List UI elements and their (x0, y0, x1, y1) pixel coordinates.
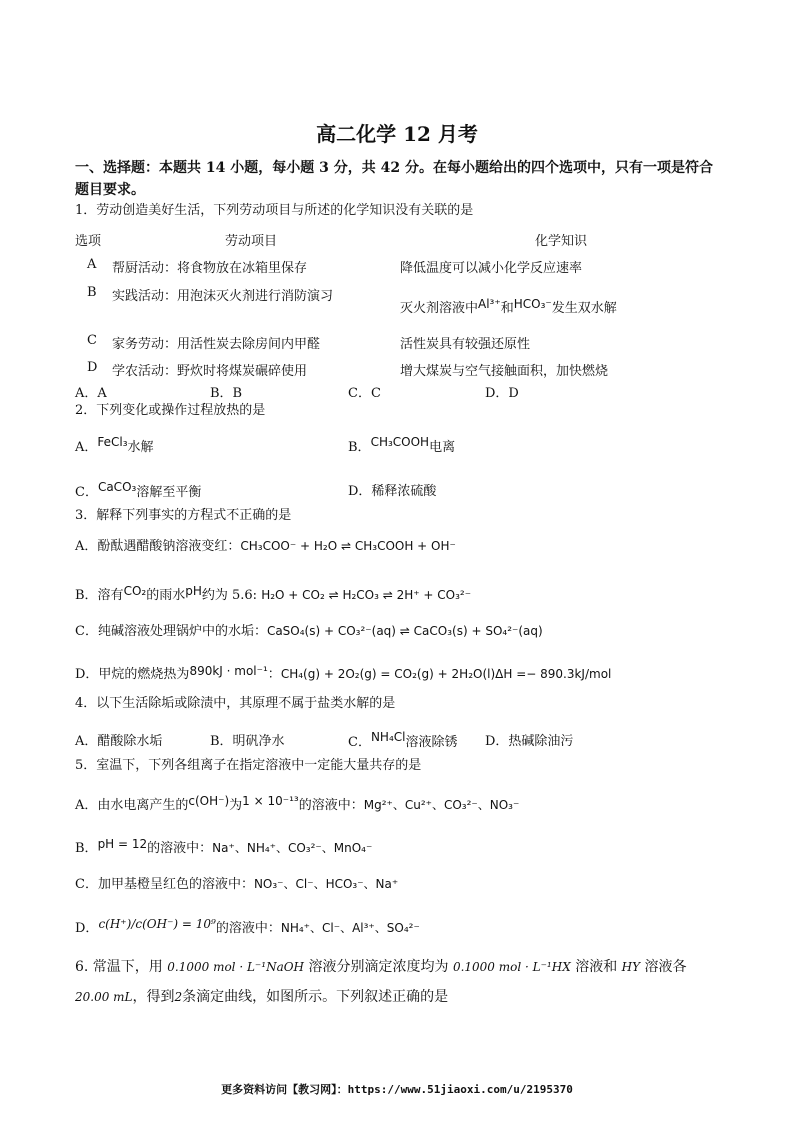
option-a: A．酚酞遇醋酸钠溶液变红：CH₃COO⁻ + H₂O ⇌ CH₃COOH + OH⁻ (75, 539, 456, 554)
question-4-stem: 4．以下生活除垢或除渍中，其原理不属于盐类水解的是 (75, 696, 396, 711)
row-label: B (87, 285, 97, 300)
option-a: A．醋酸除水垢 (75, 734, 163, 749)
q2-options-row1 (75, 435, 725, 453)
page-title: 高二化学 12 月考 (316, 122, 478, 146)
row-knowledge: 灭火剂溶液中Al³⁺和HCO₃⁻发生双水解 (400, 297, 617, 316)
option-d: D．c(H⁺)/c(OH⁻) = 10⁹的溶液中：NH₄⁺、Cl⁻、Al³⁺、SO₄²⁻ (75, 917, 420, 936)
table-row (75, 360, 725, 378)
option-c: C．CaCO₃溶解至平衡 (75, 480, 202, 500)
q1-options (75, 382, 725, 400)
option-b: B．B (210, 386, 243, 401)
question-1-stem: 1．劳动创造美好生活，下列劳动项目与所述的化学知识没有关联的是 (75, 203, 474, 218)
bicarbonate-ion: HCO₃⁻ (513, 297, 552, 311)
header-option: 选项 (75, 234, 102, 249)
option-a: A．FeCl₃水解 (75, 435, 154, 455)
equation: H₂O + CO₂ ⇌ H₂CO₃ ⇌ 2H⁺ + CO₃²⁻ (261, 588, 472, 602)
table-row-continued (75, 297, 725, 315)
row-knowledge: 降低温度可以减小化学反应速率 (400, 261, 583, 276)
q4-options (75, 730, 725, 748)
option-b: B．CH₃COOH电离 (348, 435, 456, 455)
aluminum-ion: Al³⁺ (478, 297, 501, 311)
option-b: B．明矾净水 (210, 734, 285, 749)
option-d: D．甲烷的燃烧热为890kJ · mol⁻¹：CH₄(g) + 2O₂(g) = CO₂(g) + 2H₂O(l)ΔH =− 890.3kJ/mol (75, 664, 612, 682)
option-c: C．NH₄Cl溶液除锈 (348, 730, 458, 750)
row-label: A (87, 257, 97, 272)
question-2-stem: 2．下列变化或操作过程放热的是 (75, 403, 266, 418)
table-row (75, 257, 725, 275)
option-d: D．热碱除油污 (485, 734, 574, 749)
option-c: C．加甲基橙呈红色的溶液中：NO₃⁻、Cl⁻、HCO₃⁻、Na⁺ (75, 877, 399, 892)
row-project: 实践活动：用泡沫灭火剂进行消防演习 (112, 289, 334, 304)
question-6-stem: 6. 常温下，用 0.1000 mol · L⁻¹NaOH 溶液分别滴定浓度均为 0.1000 mol · L⁻¹HX 溶液和 HY 溶液各 20.00 mL，得到2条滴定曲线，如图所示。下列叙述正确的是 (75, 959, 687, 1005)
equation: CH₄(g) + 2O₂(g) = CO₂(g) + 2H₂O(l)ΔH =− 890.3kJ/mol (280, 667, 612, 681)
option-c: C．纯碱溶液处理锅炉中的水垢：CaSO₄(s) + CO₃²⁻(aq) ⇌ CaCO₃(s) + SO₄²⁻(aq) (75, 624, 543, 639)
row-project: 家务劳动：用活性炭去除房间内甲醛 (112, 337, 321, 352)
footer-link[interactable]: 更多资料访问【教习网】：https://www.51jiaoxi.com/u/2195370 (221, 1083, 573, 1096)
header-project: 劳动项目 (225, 234, 278, 249)
option-a: A．由水电离产生的c(OH⁻)为1 × 10⁻¹³的溶液中：Mg²⁺、Cu²⁺、CO₃²⁻、NO₃⁻ (75, 794, 520, 813)
row-label: C (87, 333, 97, 348)
table-header (75, 230, 725, 248)
option-b: B．溶有CO₂的雨水pH约为 5.6: H₂O + CO₂ ⇌ H₂CO₃ ⇌ 2H⁺ + CO₃²⁻ (75, 584, 472, 603)
equation: CaSO₄(s) + CO₃²⁻(aq) ⇌ CaCO₃(s) + SO₄²⁻(aq) (266, 624, 543, 638)
question-3-stem: 3．解释下列事实的方程式不正确的是 (75, 508, 292, 523)
option-b: B．pH = 12的溶液中：Na⁺、NH₄⁺、CO₃²⁻、MnO₄⁻ (75, 837, 373, 856)
option-a: A．A (75, 386, 107, 401)
table-row (75, 333, 725, 351)
row-knowledge: 增大煤炭与空气接触面积，加快燃烧 (400, 364, 609, 379)
section-heading: 一、选择题：本题共 14 小题，每小题 3 分，共 42 分。在每小题给出的四个选项中，只有一项是符合题目要求。 (75, 160, 713, 198)
q2-options-row2 (75, 480, 725, 498)
row-label: D (87, 360, 98, 375)
row-knowledge: 活性炭具有较强还原性 (400, 337, 531, 352)
equation: CH₃COO⁻ + H₂O ⇌ CH₃COOH + OH⁻ (240, 539, 456, 553)
option-c: C．C (348, 386, 381, 401)
row-project: 帮厨活动：将食物放在冰箱里保存 (112, 261, 308, 276)
row-project: 学农活动：野炊时将煤炭碾碎使用 (112, 364, 308, 379)
header-knowledge: 化学知识 (535, 234, 588, 249)
question-5-stem: 5．室温下，下列各组离子在指定溶液中一定能大量共存的是 (75, 758, 422, 773)
option-d: D．稀释浓硫酸 (348, 484, 437, 499)
option-d: D．D (485, 386, 519, 401)
